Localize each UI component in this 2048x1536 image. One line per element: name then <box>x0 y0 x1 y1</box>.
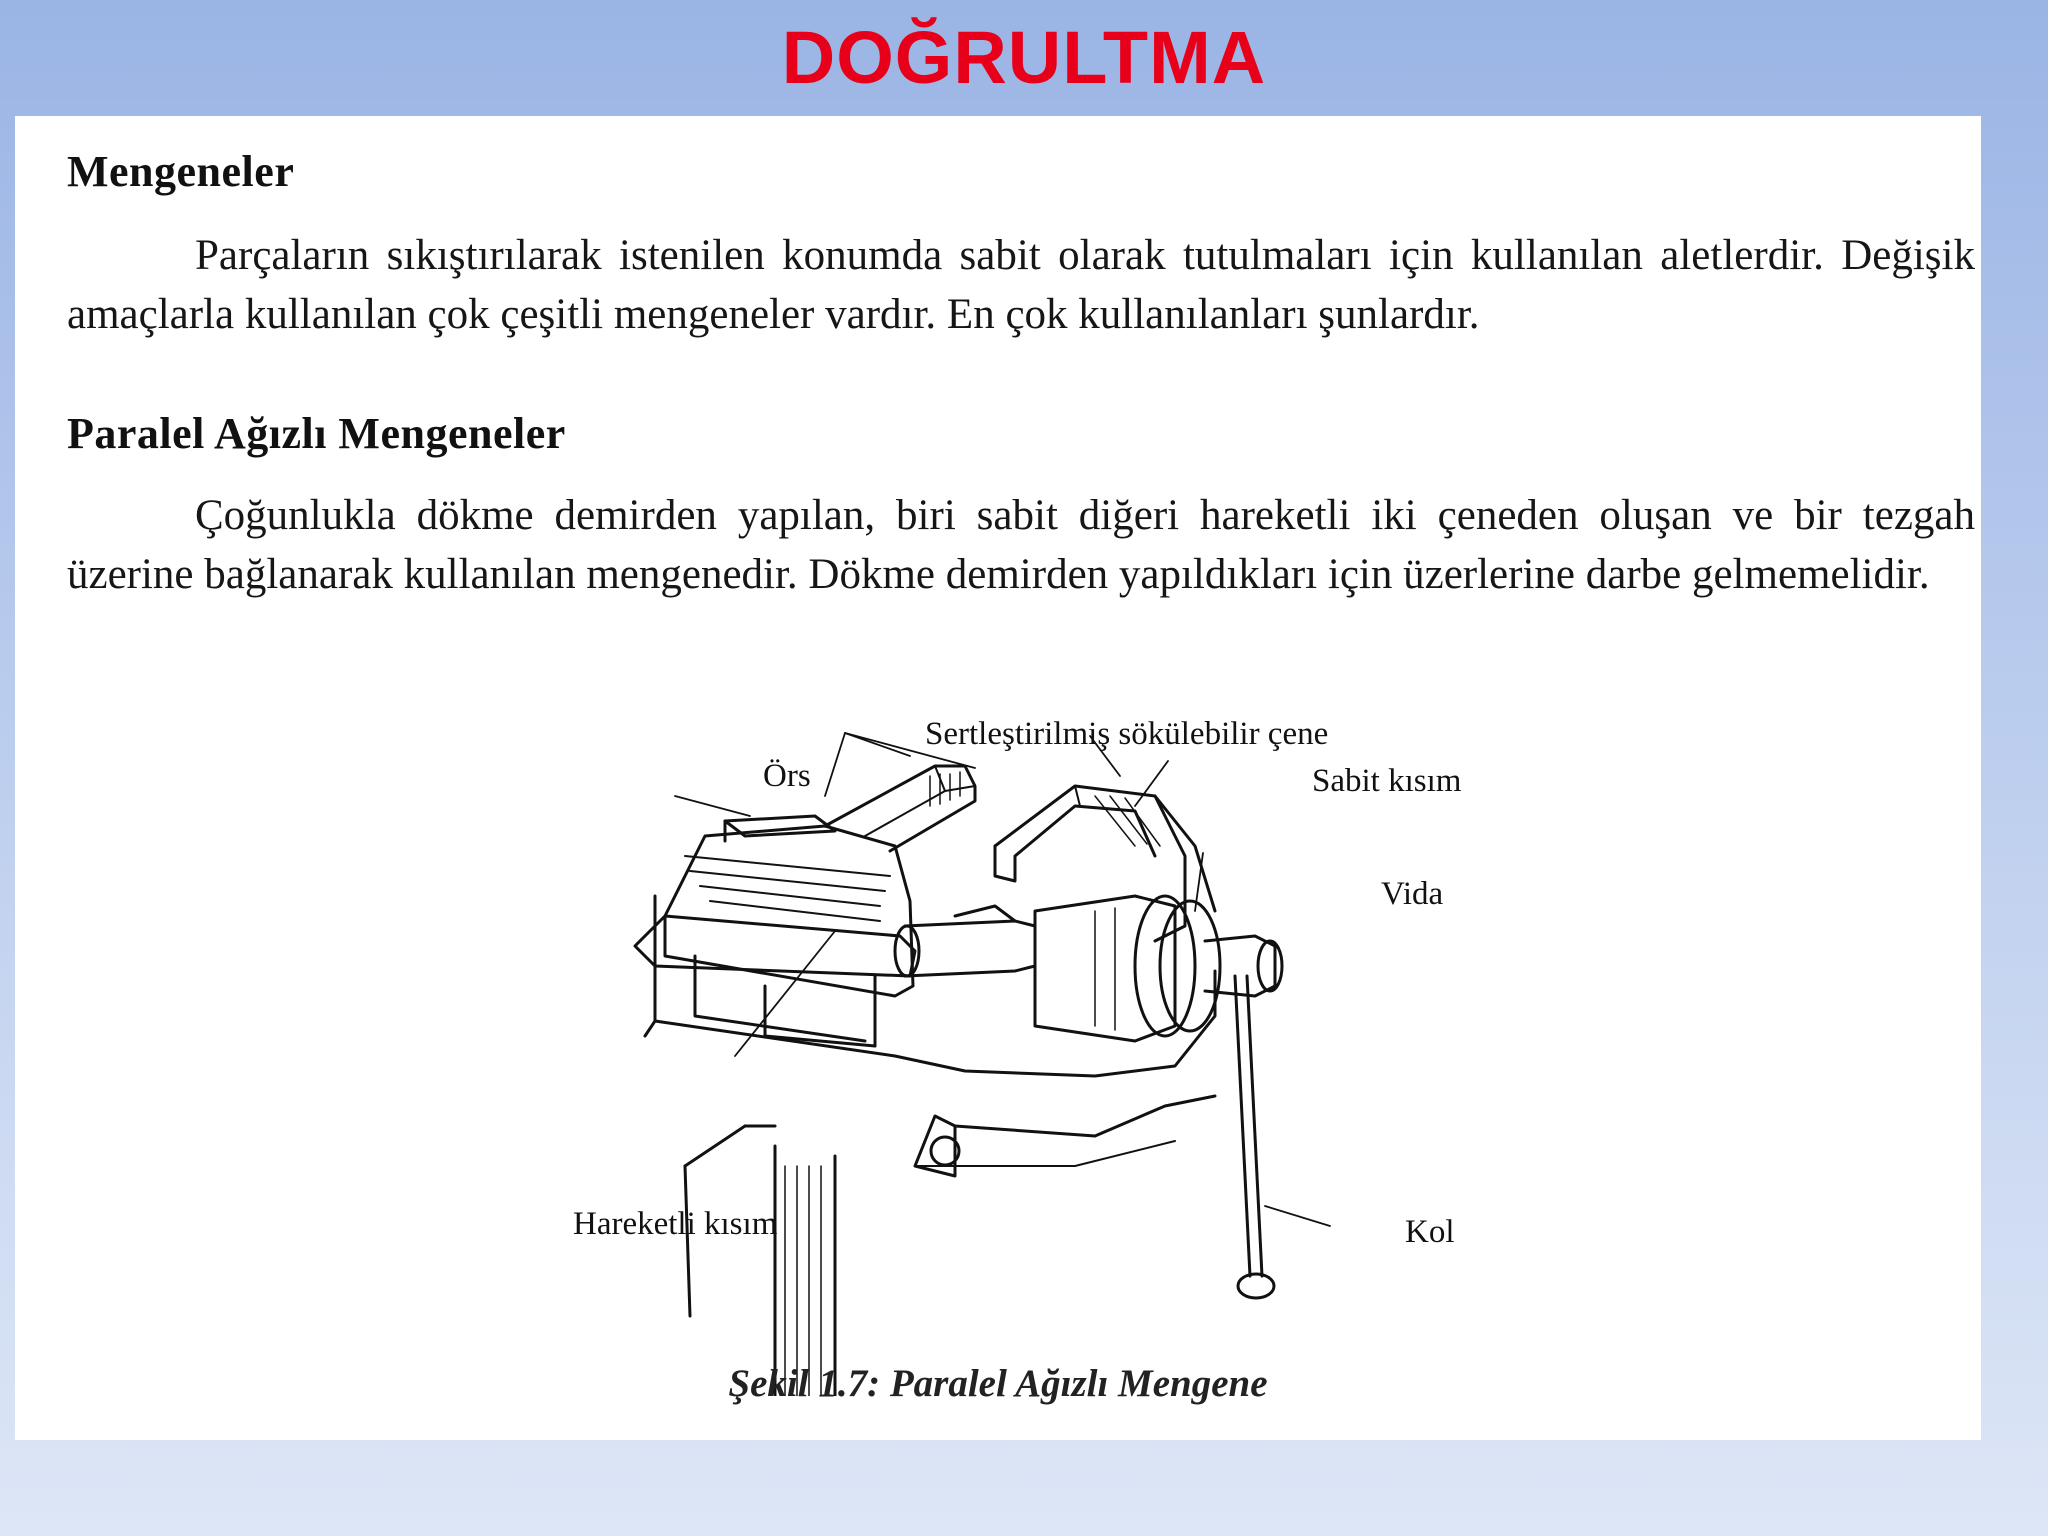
label-anvil: Örs <box>763 758 811 794</box>
moving-body <box>635 766 975 996</box>
label-handle: Kol <box>1405 1214 1455 1250</box>
label-moving-part: Hareketli kısım <box>573 1206 778 1242</box>
label-hardened-jaw: Sertleştirilmiş sökülebilir çene <box>925 716 1329 752</box>
label-screw: Vida <box>1381 876 1444 912</box>
paragraph-paralel-agizli: Çoğunlukla dökme demirden yapılan, biri sabit diğeri hareketli iki çeneden oluşan ve bir tezgah üzerine bağlanarak kullanılan mengenedir. Dökme demirden yapıldıkları için üzerlerine darbe gelmemelidir. <box>67 492 1975 598</box>
bench-vise-illustration <box>535 696 1515 1396</box>
spindle <box>895 906 1035 976</box>
leader-lines <box>675 733 1330 1226</box>
handle <box>1235 976 1274 1298</box>
vise-figure <box>535 696 1515 1396</box>
heading-paralel-agizli: Paralel Ağızlı Mengeneler <box>67 409 566 458</box>
document-panel <box>15 116 1981 1440</box>
label-fixed-part: Sabit kısım <box>1312 763 1462 799</box>
fixed-jaw <box>995 786 1215 941</box>
figure-caption: Şekil 1.7: Paralel Ağızlı Mengene <box>728 1362 1268 1405</box>
paragraph-mengeneler: Parçaların sıkıştırılarak istenilen konumda sabit olarak tutulmaları için kullanılan aletlerdir. Değişik amaçlarla kullanılan çok çeşitli mengeneler vardır. En çok kullanılanları şunlardır. <box>67 232 1975 338</box>
slide-title: DOĞRULTMA <box>781 16 1267 99</box>
screw-housing <box>1035 896 1282 1041</box>
workbench <box>685 1126 835 1396</box>
heading-mengeneler: Mengeneler <box>67 147 295 196</box>
